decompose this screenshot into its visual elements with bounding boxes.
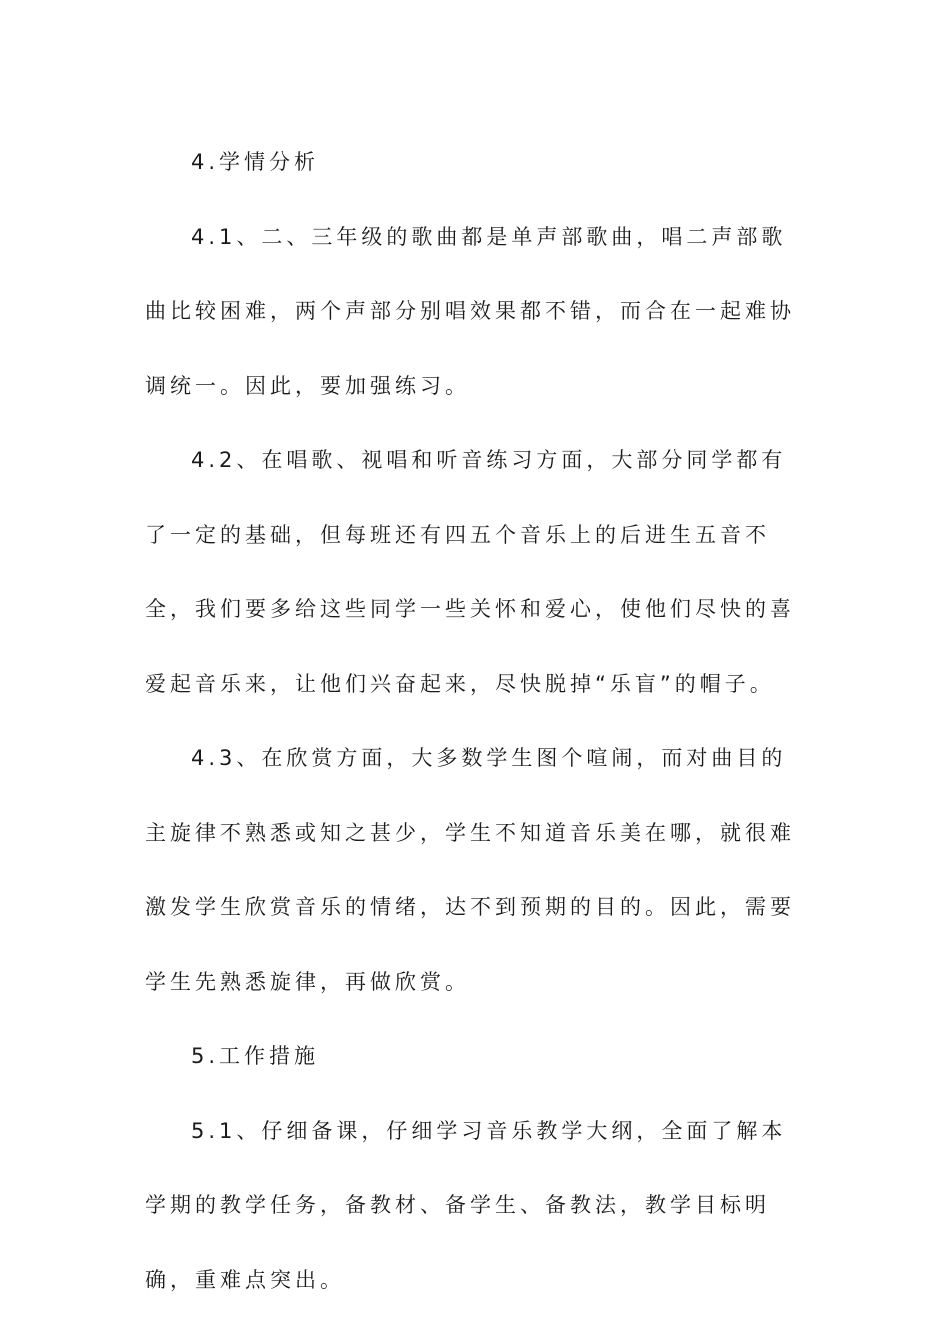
paragraph-4-3: 4.3、在欣赏方面，大多数学生图个喧闹，而对曲目的主旋律不熟悉或知之甚少，学生不知道音乐美在哪，就很难激发学生欣赏音乐的情绪，达不到预期的目的。因此，需要学生先熟悉旋律，再做欣赏。 (145, 746, 795, 994)
section-heading-learning-analysis: 4.学情分析 (191, 150, 320, 174)
paragraph-4-2: 4.2、在唱歌、视唱和听音练习方面，大部分同学都有了一定的基础，但每班还有四五个音乐上的后进生五音不全，我们要多给这些同学一些关怀和爱心，使他们尽快的喜爱起音乐来，让他们兴奋起来，尽快脱掉“乐盲”的帽子。 (145, 448, 795, 696)
document-body (145, 125, 810, 1317)
paragraph-4-1: 4.1、二、三年级的歌曲都是单声部歌曲，唱二声部歌曲比较困难，两个声部分别唱效果都不错，而合在一起难协调统一。因此，要加强练习。 (145, 224, 795, 398)
paragraph-5-1: 5.1、仔细备课，仔细学习音乐教学大纲，全面了解本学期的教学任务，备教材、备学生、备教法，教学目标明确，重难点突出。 (145, 1118, 787, 1292)
section-heading-work-measures: 5.工作措施 (191, 1044, 320, 1068)
